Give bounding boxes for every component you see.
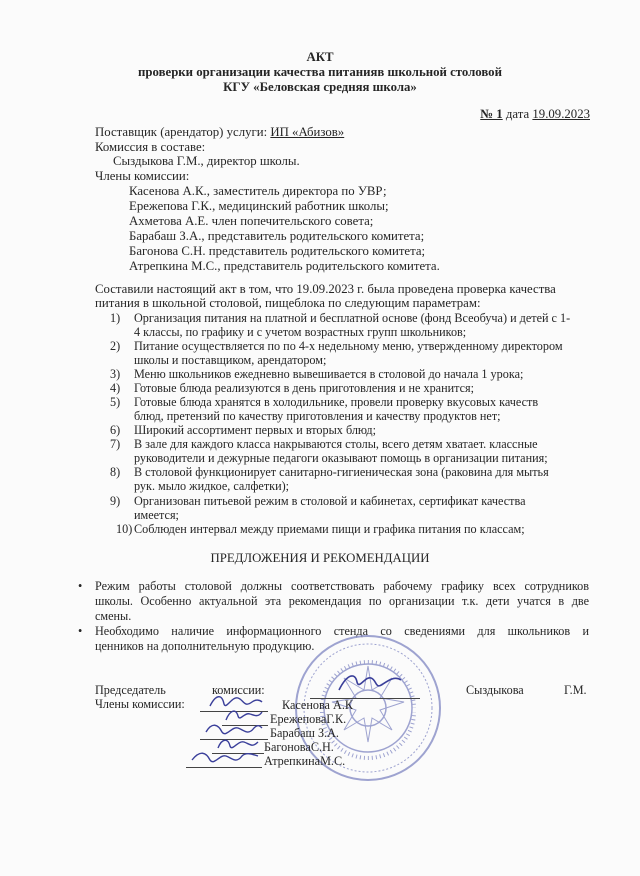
recommendations-heading: ПРЕДЛОЖЕНИЯ И РЕКОМЕНДАЦИИ bbox=[210, 551, 430, 565]
chair-name-1: Сыздыкова bbox=[466, 683, 524, 697]
member-item: Багонова С.Н. представитель родительского комитета; bbox=[129, 244, 426, 258]
param-line: Организация питания на платной и бесплатной основе (фонд Всеобуча) и детей с 1- bbox=[134, 311, 571, 325]
param-number: 6) bbox=[110, 423, 121, 437]
param-line: блюд, претензий по качеству приготовления и качеству продуктов нет; bbox=[134, 409, 501, 423]
member-signature-name: БагоноваС.Н. bbox=[264, 740, 334, 754]
param-line: имеется; bbox=[134, 508, 179, 522]
param-number: 3) bbox=[110, 367, 121, 381]
param-line: школы и поставщиком, арендатором; bbox=[134, 353, 327, 367]
member-signature-name: Касенова А.К bbox=[282, 698, 353, 712]
param-line: рук. мыло жидкое, салфетки); bbox=[134, 479, 290, 493]
param-line: Организован питьевой режим в столовой и кабинетах, сертификат качества bbox=[134, 494, 526, 508]
rec-line: Необходимо наличие информационного стенда со сведениями для школьников и bbox=[95, 624, 589, 638]
member-signature-name: Барабаш З.А. bbox=[270, 726, 339, 740]
rec-line: ценников на дополнительную продукцию. bbox=[95, 639, 315, 653]
param-number: 8) bbox=[110, 465, 121, 479]
commission-chair: Сыздыкова Г.М., директор школы. bbox=[113, 154, 300, 168]
param-line: В зале для каждого класса накрываются столы, всего детям хватает. классные bbox=[134, 437, 538, 451]
member-item: Барабаш З.А., представитель родительского комитета; bbox=[129, 229, 425, 243]
member-signature-name: ЕрежеповаГ.К. bbox=[270, 712, 347, 726]
param-line: руководители и дежурные педагоги оказывают помощь в организации питания; bbox=[134, 451, 548, 465]
param-line: Широкий ассортимент первых и вторых блюд; bbox=[134, 423, 376, 437]
doc-date: 19.09.2023 bbox=[532, 107, 590, 121]
act-subtitle: проверки организации качества питанияв школьной столовой bbox=[138, 65, 502, 79]
member-item: Касенова А.К., заместитель директора по УВР; bbox=[129, 184, 387, 198]
param-line: Соблюден интервал между приемами пищи и графика питания по классам; bbox=[134, 522, 525, 536]
param-line: Готовые блюда хранятся в холодильнике, провели проверку вкусовых качеств bbox=[134, 395, 539, 409]
param-line: Питание осуществляется по по 4-х недельному меню, утвержденному директором bbox=[134, 339, 563, 353]
supplier-line bbox=[95, 125, 344, 140]
rec-line: смены. bbox=[95, 609, 132, 623]
param-number: 1) bbox=[110, 311, 121, 325]
intro-line-1: Составили настоящий акт в том, что 19.09.2023 г. была проведена проверка качества bbox=[95, 282, 556, 296]
param-line: Меню школьников ежедневно вывешивается в столовой до начала 1 урока; bbox=[134, 367, 524, 381]
rec-line: школы. Особенно актуальной эта рекомендация по организации т.к. дети учатся в две bbox=[95, 594, 589, 608]
chair-label-2: комиссии: bbox=[212, 683, 265, 697]
member-signature-icon bbox=[190, 748, 260, 768]
chair-signature-icon bbox=[335, 668, 405, 698]
param-number: 2) bbox=[110, 339, 121, 353]
date-prefix: дата bbox=[505, 107, 530, 121]
doc-number-date bbox=[480, 107, 590, 122]
doc-number: № 1 bbox=[480, 107, 503, 121]
chair-label-1: Председатель bbox=[95, 683, 166, 697]
param-line: В столовой функционирует санитарно-гигиеническая зона (раковина для мытья bbox=[134, 465, 549, 479]
act-title: АКТ bbox=[306, 50, 334, 64]
intro-line-2: питания в школьной столовой, пищеблока по следующим параметрам: bbox=[95, 296, 481, 310]
param-line: Готовые блюда реализуются в день приготовления и не хранится; bbox=[134, 381, 475, 395]
param-number: 5) bbox=[110, 395, 121, 409]
members-label: Члены комиссии: bbox=[95, 169, 190, 183]
supplier-label: Поставщик (арендатор) услуги: bbox=[95, 125, 268, 139]
param-number: 9) bbox=[110, 494, 121, 508]
param-number: 10) bbox=[116, 522, 133, 536]
supplier-name: ИП «Абизов» bbox=[270, 125, 345, 139]
bullet-icon: • bbox=[78, 624, 83, 638]
member-signature-name: АтрепкинаМ.С. bbox=[264, 754, 346, 768]
member-item: Атрепкина М.С., представитель родительского комитета. bbox=[129, 259, 440, 273]
member-item: Ережепова Г.К., медицинский работник школы; bbox=[129, 199, 389, 213]
bullet-icon: • bbox=[78, 579, 83, 593]
rec-line: Режим работы столовой должны соответствовать рабочему графику всех сотрудников bbox=[95, 579, 589, 593]
param-number: 4) bbox=[110, 381, 121, 395]
chair-name-2: Г.М. bbox=[564, 683, 587, 697]
member-item: Ахметова А.Е. член попечительского совета; bbox=[129, 214, 374, 228]
param-line: 4 классы, по графику и с учетом возрастных групп школьников; bbox=[134, 325, 467, 339]
commission-label: Комиссия в составе: bbox=[95, 140, 206, 154]
param-number: 7) bbox=[110, 437, 121, 451]
school-name: КГУ «Беловская средняя школа» bbox=[223, 80, 417, 94]
signatures-members-label: Члены комиссии: bbox=[95, 697, 185, 711]
